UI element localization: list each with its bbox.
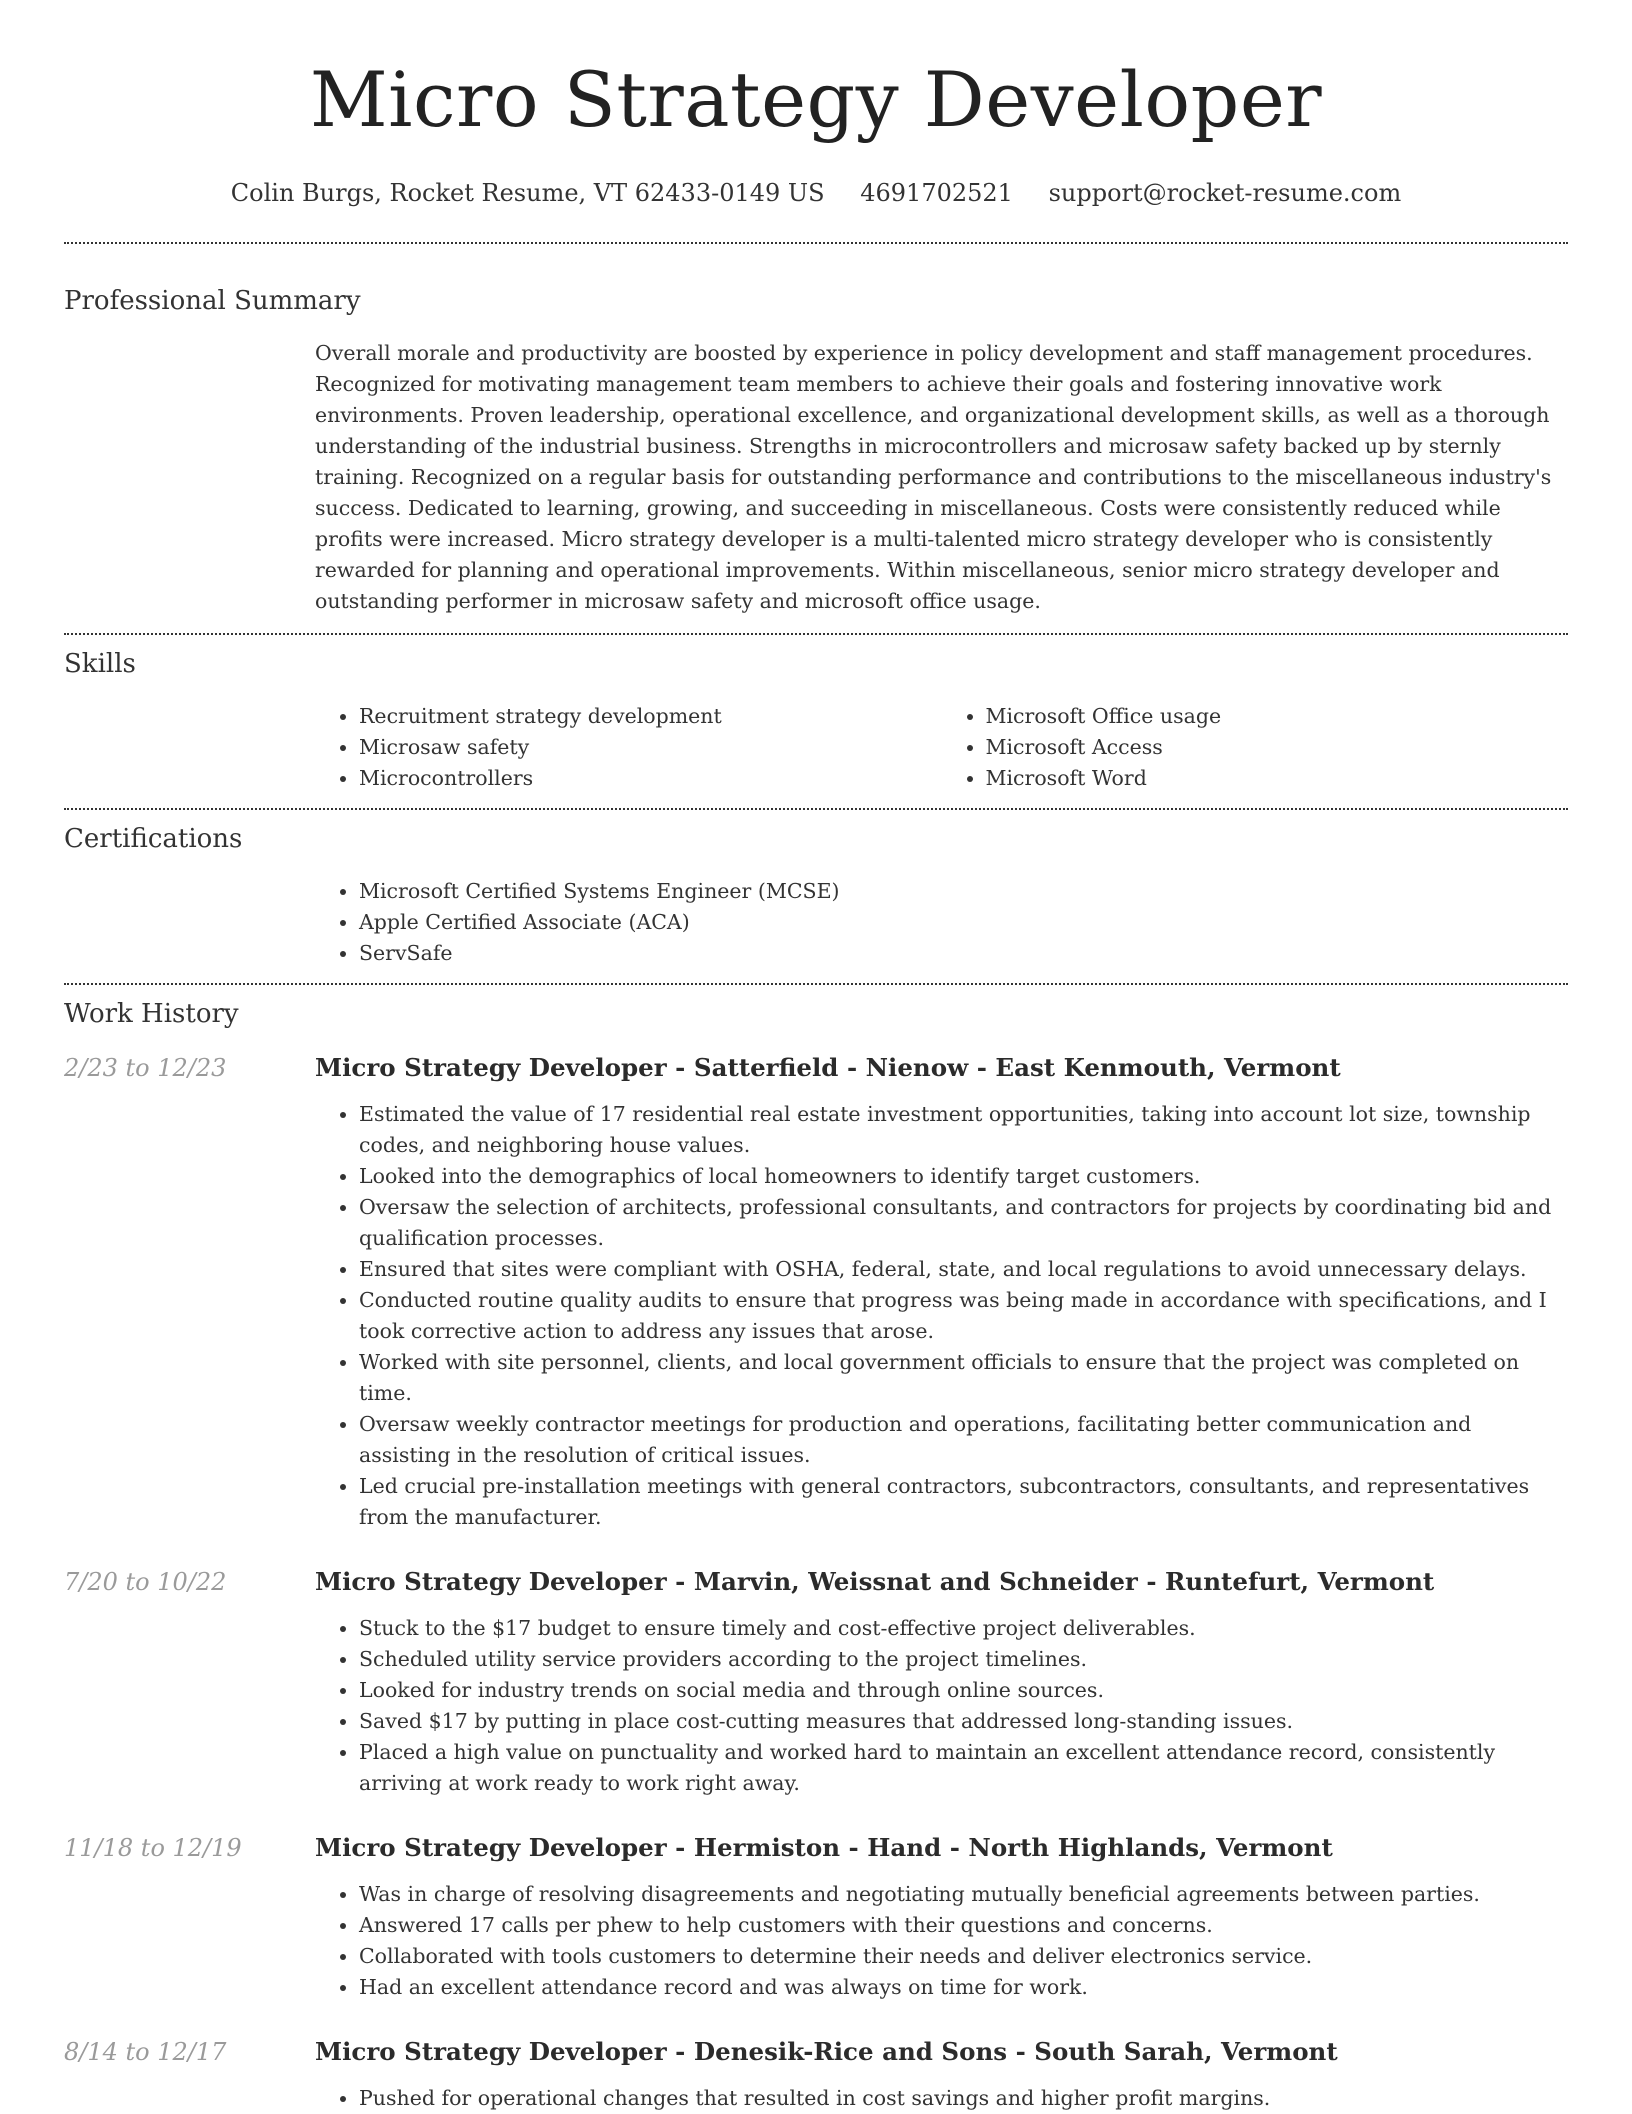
address: Colin Burgs, Rocket Resume, VT 62433-0149 US (230, 179, 825, 207)
job-entry (64, 1833, 1568, 2003)
job-body (315, 1833, 1568, 2003)
list-item: • Oversaw weekly contractor meetings for production and operations, facilitating better communication and assisting in the resolution of critical issues. (359, 1409, 1568, 1471)
email: support@rocket-resume.com (1048, 179, 1402, 207)
list-item: • Conducted routine quality audits to ensure that progress was being made in accordance with specifications, and I took corrective action to address any issues that arose. (359, 1285, 1568, 1347)
divider (64, 983, 1568, 985)
list-item: • Microsoft Office usage (986, 701, 1569, 732)
job-dates: 7/20 to 10/22 (64, 1568, 227, 1596)
job-entry (64, 2037, 1568, 2114)
list-item: • Oversaw the selection of architects, professional consultants, and contractors for projects by coordinating bid and qualification processes. (359, 1192, 1568, 1254)
list-item: • Apple Certified Associate (ACA) (359, 907, 1568, 938)
summary-text: Overall morale and productivity are boosted by experience in policy development and staff management procedures. Recognized for motivating management team members to achieve their goals and fostering innovative work environments. Proven leadership, operational excellence, and organizational development skills, as well as a thorough understanding of the industrial business. Strengths in microcontrollers and microsaw safety backed up by sternly training. Recognized on a regular basis for outstanding performance and contributions to the miscellaneous industry's success. Dedicated to learning, growing, and succeeding in miscellaneous. Costs were consistently reduced while profits were increased. Micro strategy developer is a multi-talented micro strategy developer who is consistently rewarded for planning and operational improvements. Within miscellaneous, senior micro strategy developer and outstanding performer in microsaw safety and microsoft office usage. (315, 341, 1552, 613)
skills-column-right (942, 701, 1569, 794)
job-title: Micro Strategy Developer - Hermiston - Hand - North Highlands, Vermont (315, 1833, 1333, 1862)
list-item: • Microcontrollers (359, 763, 942, 794)
list-item: • Recruitment strategy development (359, 701, 942, 732)
job-bullets (315, 2083, 1568, 2114)
list-item: • ServSafe (359, 938, 1568, 969)
skills-list (315, 701, 1568, 794)
list-item: • Microsaw safety (359, 732, 942, 763)
certifications-content (315, 876, 1568, 969)
list-item: • Saved $17 by putting in place cost-cutting measures that addressed long-standing issues. (359, 1706, 1568, 1737)
list-item: • Led crucial pre-installation meetings with general contractors, subcontractors, consultants, and representatives from the manufacturer. (359, 1471, 1568, 1533)
list-item: • Looked into the demographics of local homeowners to identify target customers. (359, 1161, 1568, 1192)
job-title: Micro Strategy Developer - Marvin, Weissnat and Schneider - Runtefurt, Vermont (315, 1567, 1435, 1596)
job-bullets (315, 1613, 1568, 1799)
list-item: • Stuck to the $17 budget to ensure timely and cost-effective project deliverables. (359, 1613, 1568, 1644)
list-item: • Estimated the value of 17 residential real estate investment opportunities, taking into account lot size, township codes, and neighboring house values. (359, 1099, 1568, 1161)
job-title: Micro Strategy Developer - Satterfield - Nienow - East Kenmouth, Vermont (315, 1053, 1341, 1082)
page-title: Micro Strategy Developer (309, 55, 1323, 144)
list-item: • Microsoft Access (986, 732, 1569, 763)
summary-content (315, 338, 1568, 617)
job-title: Micro Strategy Developer - Denesik-Rice and Sons - South Sarah, Vermont (315, 2037, 1338, 2066)
divider (64, 242, 1568, 244)
list-item: • Collaborated with tools customers to determine their needs and deliver electronics service. (359, 1941, 1568, 1972)
list-item: • Microsoft Word (986, 763, 1569, 794)
certifications-list (315, 876, 1568, 969)
list-item: • Worked with site personnel, clients, and local government officials to ensure that the project was completed on time. (359, 1347, 1568, 1409)
divider (64, 808, 1568, 810)
list-item: • Microsoft Certified Systems Engineer (MCSE) (359, 876, 1568, 907)
list-item: • Ensured that sites were compliant with OSHA, federal, state, and local regulations to avoid unnecessary delays. (359, 1254, 1568, 1285)
list-item: • Pushed for operational changes that resulted in cost savings and higher profit margins. (359, 2083, 1568, 2114)
phone: 4691702521 (860, 179, 1013, 207)
list-item: • Had an excellent attendance record and was always on time for work. (359, 1972, 1568, 2003)
list-item: • Was in charge of resolving disagreements and negotiating mutually beneficial agreements between parties. (359, 1879, 1568, 1910)
job-bullets (315, 1099, 1568, 1533)
section-title-work-history: Work History (64, 999, 239, 1029)
divider (64, 633, 1568, 635)
job-dates: 8/14 to 12/17 (64, 2038, 227, 2066)
section-title-skills: Skills (64, 649, 136, 679)
list-item: • Answered 17 calls per phew to help customers with their questions and concerns. (359, 1910, 1568, 1941)
job-bullets (315, 1879, 1568, 2003)
job-dates: 2/23 to 12/23 (64, 1054, 227, 1082)
list-item: • Scheduled utility service providers according to the project timelines. (359, 1644, 1568, 1675)
list-item: • Looked for industry trends on social media and through online sources. (359, 1675, 1568, 1706)
section-title-summary: Professional Summary (64, 286, 361, 316)
job-entry (64, 1567, 1568, 1799)
section-title-certifications: Certifications (64, 824, 243, 854)
job-entry (64, 1053, 1568, 1533)
skills-column-left (315, 701, 942, 794)
job-body (315, 1567, 1568, 1799)
job-body (315, 2037, 1568, 2114)
contact-line (64, 178, 1568, 208)
job-body (315, 1053, 1568, 1533)
list-item: • Placed a high value on punctuality and worked hard to maintain an excellent attendance record, consistently arriving at work ready to work right away. (359, 1737, 1568, 1799)
job-dates: 11/18 to 12/19 (64, 1834, 242, 1862)
